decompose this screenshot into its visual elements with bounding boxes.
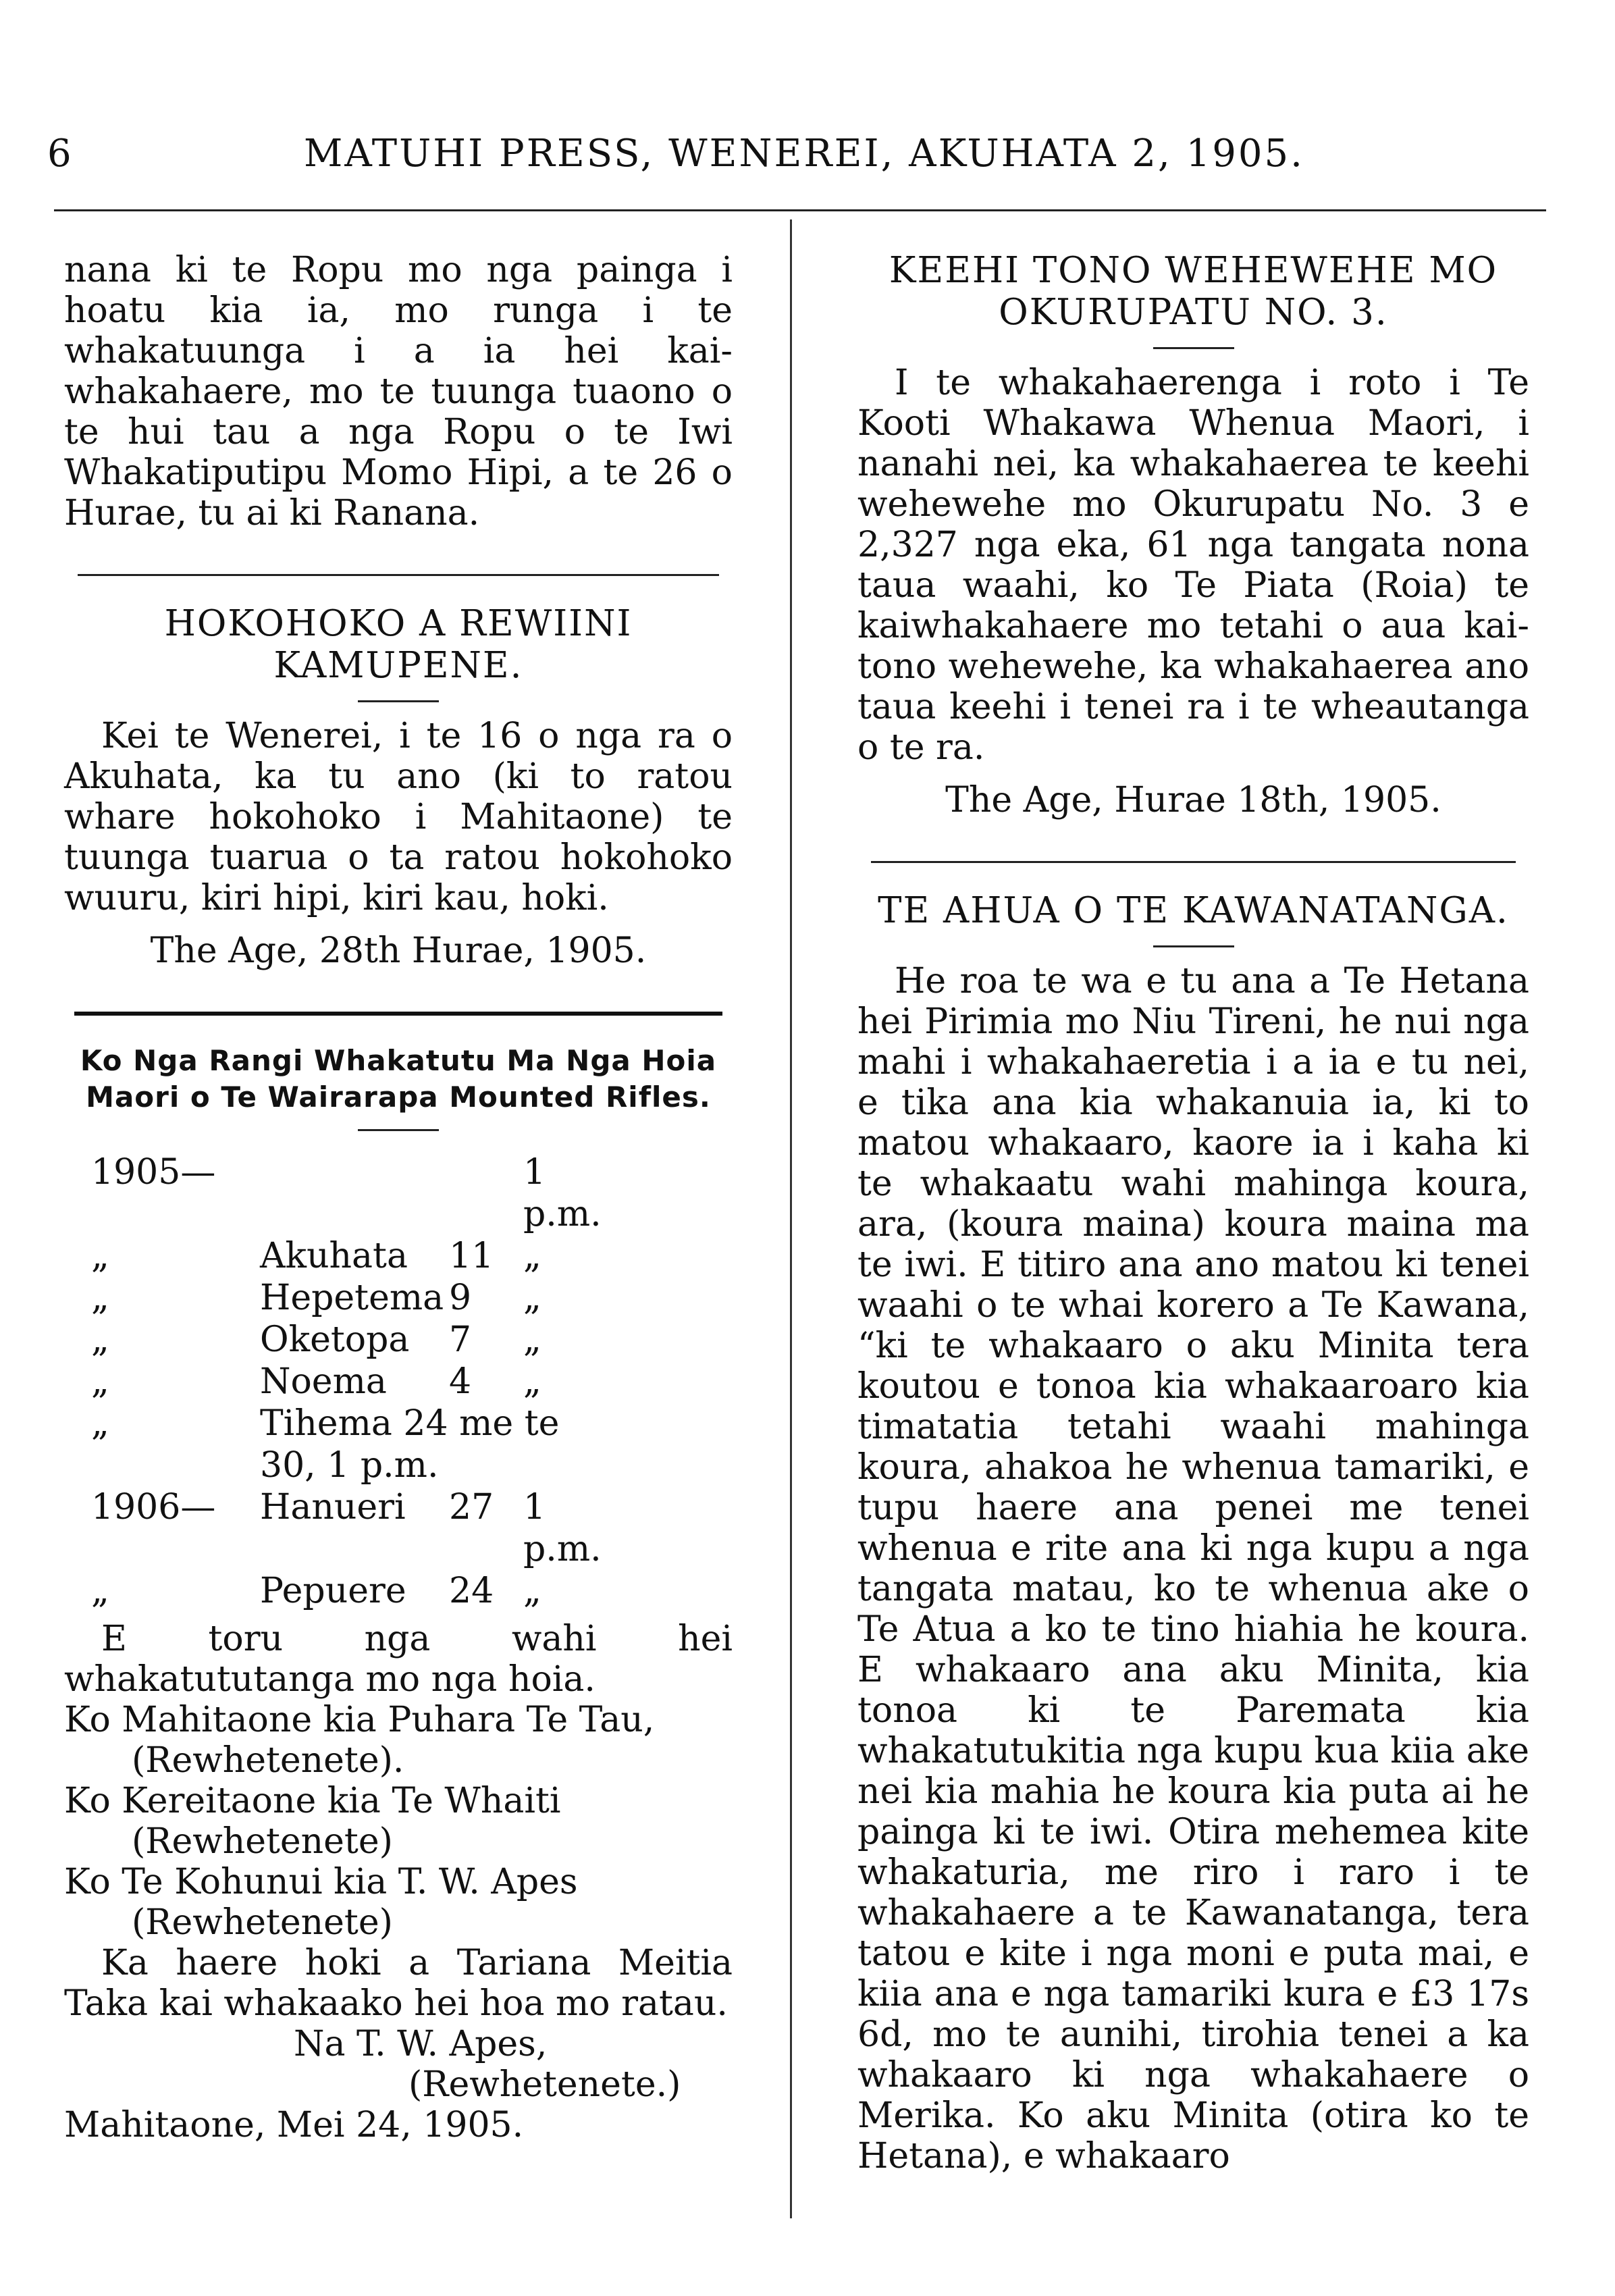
place-entry: Ko Mahitaone kia Puhara Te Tau, (Rewhetenete). <box>64 1700 655 1781</box>
dateline: Mahitaone, Mei 24, 1905. <box>64 2105 524 2145</box>
short-rule <box>1153 347 1234 349</box>
article-paragraph: Ka haere hoki a Tariana Meitia Taka kai whakaako hei hoa mo ratau. <box>64 1943 733 2024</box>
article-body: Kei te Wenerei, i te 16 o nga ra o Akuhata, ka tu ano (ki to ratou whare hokohoko i Mahitaone) te tuunga tuarua o ta ratou hokohoko wuuru, kiri hipi, kiri kau, hoki. <box>64 716 733 918</box>
right-column <box>857 250 1529 2176</box>
article-source: The Age, Hurae 18th, 1905. <box>945 780 1441 820</box>
short-rule <box>358 700 439 702</box>
table-row: „ Pepuere 24 „ <box>91 1571 541 1611</box>
article-source: The Age, 28th Hurae, 1905. <box>150 931 647 971</box>
place-entry: Ko Kereitaone kia Te Whaiti (Rewhetenete) <box>64 1781 561 1862</box>
article-heading: HOKOHOKO A REWIINI <box>164 603 633 644</box>
table-row: 1905— 1 p.m. <box>91 1152 602 1234</box>
short-rule <box>358 1129 439 1131</box>
signature-rank: (Rewhetenete.) <box>408 2064 681 2105</box>
table-row: „ Noema 4 „ <box>91 1361 541 1402</box>
article-heading-line2: KAMUPENE. <box>273 645 523 686</box>
article-divider <box>871 861 1516 863</box>
newspaper-title: MATUHI PRESS, WENEREI, AKUHATA 2, 1905. <box>304 132 1304 176</box>
table-row: „ Tihema 24 me te 30, 1 p.m. <box>91 1403 560 1486</box>
continued-paragraph: nana ki te Ropu mo nga painga i hoatu kia ia, mo runga i te whakatuunga i a ia hei kai-whakahaere, mo te tuunga tuaono o te hui tau a nga Ropu o te Iwi Whakatiputipu Momo Hipi, a te 26 o Hurae, tu ai ki Ranana. <box>64 250 733 533</box>
article-body: I te whakahaerenga i roto i Te Kooti Whakawa Whenua Maori, i nanahi nei, ka whakahaerea te keehi wehewehe mo Okurupatu No. 3 e 2,327 nga eka, 61 nga tangata nona taua waahi, ko Te Piata (Roia) te kaiwhakahaere mo tetahi o aua kai-tono wehewehe, ka whakahaerea ano taua keehi i tenei ra i te wheautanga o te ra. <box>857 363 1529 768</box>
page-number: 6 <box>47 132 72 176</box>
article-divider <box>78 574 719 576</box>
place-entry: Ko Te Kohunui kia T. W. Apes (Rewhetenete) <box>64 1862 578 1943</box>
table-row: 1906— Hanueri 27 1 p.m. <box>91 1487 602 1569</box>
left-column <box>64 250 733 2145</box>
table-row: „ Hepetema 9 „ <box>91 1278 541 1318</box>
article-divider-thick <box>74 1012 722 1016</box>
short-rule <box>1153 945 1234 947</box>
table-row: „ Akuhata 11 „ <box>91 1236 541 1276</box>
article-heading: Ko Nga Rangi Whakatutu Ma Nga Hoia <box>80 1044 717 1077</box>
article-paragraph: E toru nga wahi hei whakatututanga mo nga hoia. <box>64 1619 733 1700</box>
article-heading: TE AHUA O TE KAWANATANGA. <box>878 890 1509 931</box>
table-row: „ Oketopa 7 „ <box>91 1320 541 1360</box>
header-rule <box>54 209 1546 211</box>
article-body: He roa te wa e tu ana a Te Hetana hei Pirimia mo Niu Tireni, he nui nga mahi i whakahaeretia i a ia e tu nei, e tika ana kia whakanuia ia, ki to matou whakaaro, kaore ia i kaha ki te whakaatu wahi mahinga koura, ara, (koura maina) koura maina ma te iwi. E titiro ana ano matou ki tenei waahi o te whai korero a Te Kawana, “ki te whakaaro o aku Minita tera koutou e tonoa kia whakaaroaro kia timatatia tetahi waahi mahinga koura, ahakoa he whenua tamariki, e tupu haere ana penei me tenei whenua e rite ana ki nga kupu a nga tangata matau, ko te whenua ake o Te Atua a ko te tino hiahia he koura. E whakaaro ana aku Minita, kia tonoa ki te Paremata kia whakatutukitia nga kupu kua kiia ake nei kia mahia he koura kia puta ai he painga ki te iwi. Otira mehemea kite whakaturia, me riro i raro i te whakahaere a te Kawanatanga, tera tatou e kite i nga moni e puta mai, e kiia ana e nga tamariki kura e £3 17s 6d, mo te aunihi, tirohia tenei a ka whakaaro ki nga whakahaere o Merika. Ko aku Minita (otira ko te Hetana), e whakaaro <box>857 961 1529 2176</box>
article-heading: KEEHI TONO WEHEWEHE MO <box>889 250 1498 291</box>
schedule-table <box>91 1151 625 1612</box>
column-divider <box>790 219 792 2218</box>
article-heading-line2: Maori o Te Wairarapa Mounted Rifles. <box>86 1080 711 1114</box>
article-heading-line2: OKURUPATU NO. 3. <box>999 292 1388 333</box>
signature-name: Na T. W. Apes, <box>294 2024 548 2064</box>
page-header <box>47 125 1550 186</box>
